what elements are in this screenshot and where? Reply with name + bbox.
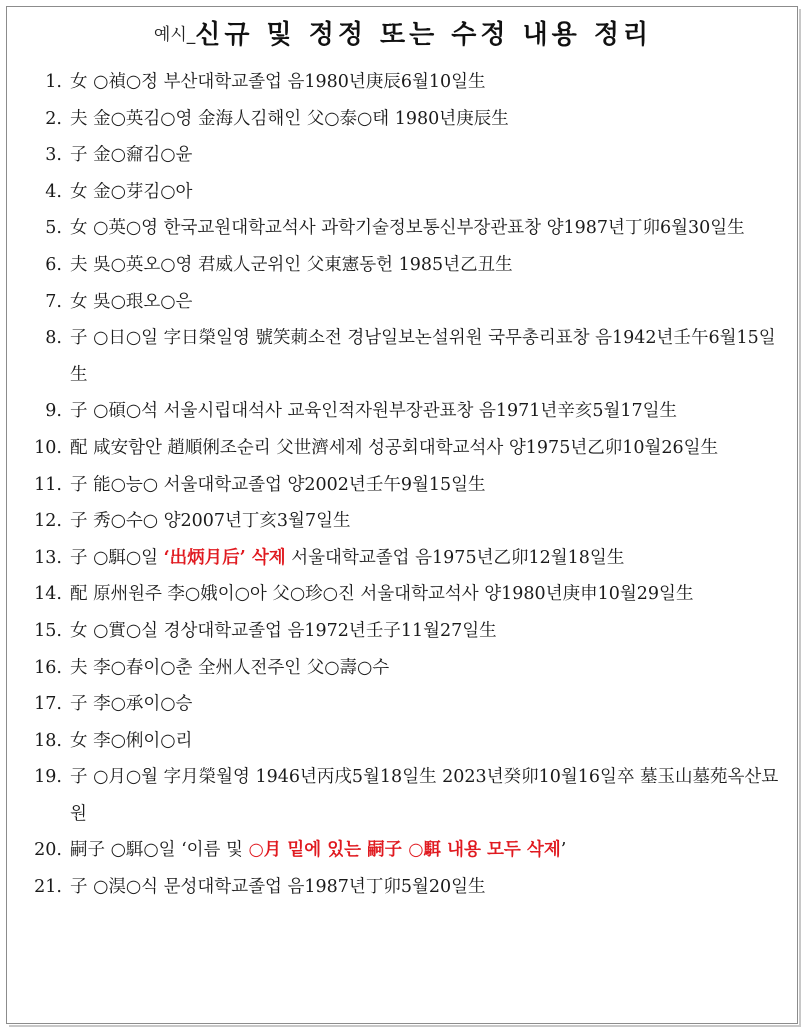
entry-number: 21. — [34, 877, 62, 898]
entry-text-after: ’ — [560, 840, 567, 861]
entry-15 — [14, 613, 786, 650]
deletion-note: ‘出炳月后’ 삭제 — [163, 547, 286, 568]
entry-9 — [14, 393, 786, 430]
entry-text: 子 秀○수○ 양2007년丁亥3월7일生 — [70, 511, 351, 532]
entry-number: 11. — [34, 474, 62, 495]
entry-text: 子 ○淏○식 문성대학교졸업 음1987년丁卯5월20일生 — [70, 877, 486, 898]
entry-number: 8. — [45, 328, 62, 349]
entry-17 — [14, 686, 786, 723]
entry-text: 配 咸安함안 趙順俐조순리 父世濟세제 성공회대학교석사 양1975년乙卯10월26일生 — [70, 437, 719, 458]
entry-text: 女 金○芽김○아 — [70, 181, 193, 202]
entry-14 — [14, 576, 786, 613]
entry-text: 女 ○英○영 한국교원대학교석사 과학기술정보통신부장관표창 양1987년丁卯6월30일生 — [70, 218, 745, 239]
entry-6 — [14, 247, 786, 284]
entry-text: 子 金○奫김○윤 — [70, 145, 193, 166]
entry-text: 女 ○實○실 경상대학교졸업 음1972년壬子11월27일生 — [70, 620, 497, 641]
entry-text: 夫 金○英김○영 金海人김해인 父○泰○태 1980년庚辰生 — [70, 108, 509, 129]
entry-text: 夫 吳○英오○영 君威人군위인 父東憲동헌 1985년乙丑生 — [70, 254, 513, 275]
entry-number: 3. — [45, 145, 62, 166]
entry-8 — [14, 320, 786, 393]
entry-number: 13. — [34, 547, 62, 568]
entry-text: 子 能○능○ 서울대학교졸업 양2002년壬午9월15일生 — [70, 474, 486, 495]
entry-11 — [14, 467, 786, 504]
title-prefix: 예시_ — [153, 25, 196, 45]
entry-text: 子 ○月○월 字月榮월영 1946년丙戌5월18일生 2023년癸卯10월16일卒 墓玉山墓苑옥산묘원 — [70, 767, 779, 824]
entry-19 — [14, 759, 786, 832]
entry-number: 6. — [45, 254, 62, 275]
entry-13 — [14, 540, 786, 577]
entry-number: 20. — [34, 840, 62, 861]
entry-18 — [14, 723, 786, 760]
entry-2 — [14, 101, 786, 138]
entry-1 — [14, 64, 786, 101]
entry-text: 女 ○禎○정 부산대학교졸업 음1980년庚辰6월10일生 — [70, 72, 486, 92]
entry-10 — [14, 430, 786, 467]
entry-number: 16. — [34, 657, 62, 678]
entry-text — [70, 832, 786, 869]
entry-number: 7. — [45, 291, 62, 312]
entry-text: 女 李○俐이○리 — [70, 730, 193, 751]
title-main: 신규 및 정정 또는 수정 내용 정리 — [195, 20, 653, 50]
entry-number: 17. — [34, 694, 62, 715]
entry-number: 5. — [45, 218, 62, 239]
entry-20 — [14, 832, 786, 869]
entry-text: 子 ○日○일 字日榮일영 號笑莿소전 경남일보논설위원 국무총리표창 음1942년壬午6월15일生 — [70, 328, 776, 385]
entry-text: 女 吳○珢오○은 — [70, 291, 193, 312]
entry-number: 12. — [34, 511, 62, 532]
entry-text — [70, 540, 786, 577]
page-title — [0, 14, 806, 51]
entry-text-before: 嗣子 ○駬○일 ‘이름 및 — [70, 840, 249, 861]
entry-5 — [14, 210, 786, 247]
entry-4 — [14, 174, 786, 211]
deletion-note: ○月 밑에 있는 嗣子 ○駬 내용 모두 삭제 — [248, 840, 561, 861]
entry-text: 配 原州원주 李○娥이○아 父○珍○진 서울대학교석사 양1980년庚申10월29일生 — [70, 584, 694, 605]
entry-7 — [14, 284, 786, 321]
entry-text-before: 子 ○駬○일 — [70, 547, 164, 568]
entry-number: 19. — [34, 767, 62, 788]
entry-16 — [14, 650, 786, 687]
entry-text: 夫 李○春이○춘 全州人전주인 父○壽○수 — [70, 657, 390, 678]
entry-text-after: 서울대학교졸업 음1975년乙卯12월18일生 — [285, 547, 625, 568]
entry-number: 9. — [45, 401, 62, 422]
entry-21 — [14, 869, 786, 906]
genealogy-entry-list — [14, 64, 786, 906]
entry-number: 15. — [34, 620, 62, 641]
entry-number: 4. — [45, 181, 62, 202]
entry-number: 14. — [34, 584, 62, 605]
entry-number: 18. — [34, 730, 62, 751]
entry-text: 子 ○碩○석 서울시립대석사 교육인적자원부장관표창 음1971년辛亥5월17일生 — [70, 401, 678, 422]
entry-number: 1. — [45, 72, 62, 92]
entry-number: 10. — [34, 437, 62, 458]
entry-text: 子 李○承이○승 — [70, 694, 193, 715]
entry-number: 2. — [45, 108, 62, 129]
entry-12 — [14, 503, 786, 540]
entry-3 — [14, 137, 786, 174]
